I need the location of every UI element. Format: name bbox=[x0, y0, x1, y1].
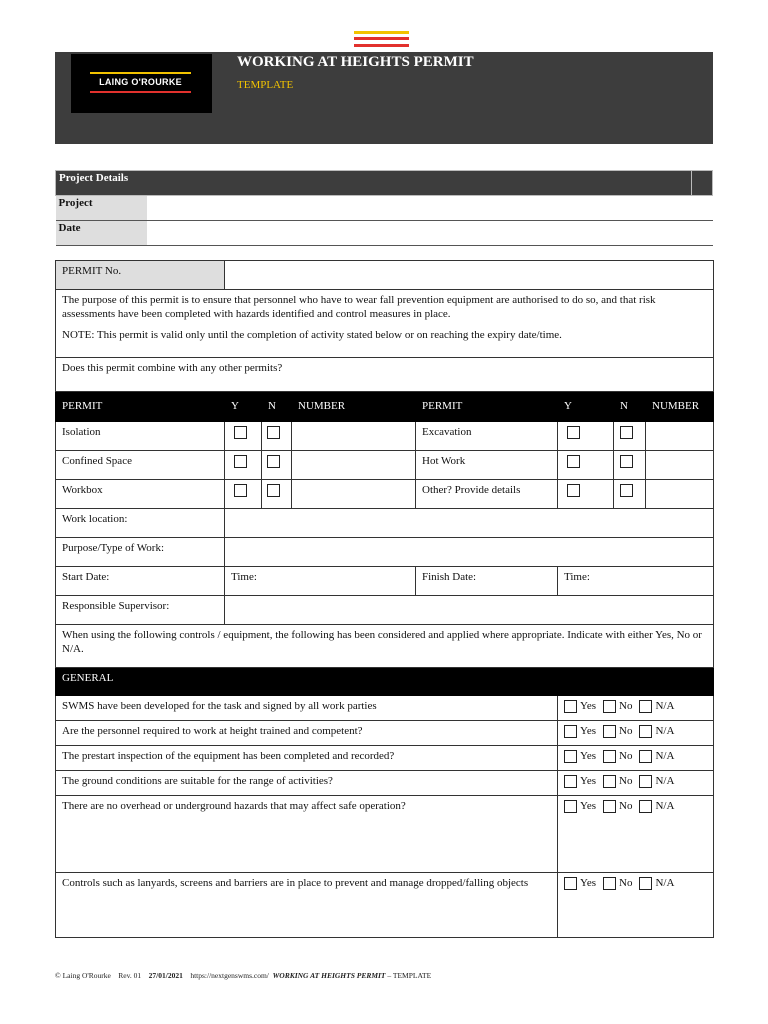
top-stripe-red-lower bbox=[354, 44, 409, 47]
option-na[interactable] bbox=[639, 774, 674, 788]
project-row bbox=[56, 196, 713, 221]
checkbox[interactable] bbox=[564, 750, 577, 763]
control-item-text: Are the personnel required to work at height trained and competent? bbox=[56, 721, 558, 746]
controls-intro-row bbox=[56, 625, 714, 668]
work-location-row bbox=[56, 509, 714, 538]
control-item-options bbox=[558, 796, 714, 873]
control-item-row bbox=[56, 696, 714, 721]
company-logo bbox=[71, 54, 212, 113]
option-yes[interactable] bbox=[564, 876, 596, 890]
project-details-heading: Project Details bbox=[56, 171, 692, 196]
dates-row bbox=[56, 567, 714, 596]
option-label: N/A bbox=[655, 700, 675, 712]
logo-text: LAING O'ROURKE bbox=[99, 77, 182, 87]
project-details-header bbox=[56, 171, 713, 196]
work-location-field[interactable] bbox=[225, 509, 714, 538]
header-band bbox=[55, 52, 713, 144]
option-label: Yes bbox=[580, 750, 597, 762]
option-no[interactable] bbox=[603, 876, 632, 890]
permit-n-checkbox-left[interactable] bbox=[262, 451, 292, 480]
permit-name-left: Workbox bbox=[56, 480, 225, 509]
checkbox[interactable] bbox=[639, 877, 652, 890]
permit-n-checkbox-left[interactable] bbox=[262, 422, 292, 451]
start-time-label: Time: bbox=[231, 571, 257, 583]
permit-y-checkbox-left[interactable] bbox=[225, 451, 262, 480]
permit-purpose-text: The purpose of this permit is to ensure that personnel who have to wear fall prevention equipment are authorised to do so, and that risk assessments have been completed with hazards identified and control measures in place. bbox=[62, 294, 656, 320]
finish-time-label: Time: bbox=[564, 571, 590, 583]
option-label: N/A bbox=[655, 725, 675, 737]
option-na[interactable] bbox=[639, 699, 674, 713]
checkbox[interactable] bbox=[567, 484, 580, 497]
control-item-row bbox=[56, 771, 714, 796]
checkbox[interactable] bbox=[564, 725, 577, 738]
project-details-header-blank bbox=[692, 171, 713, 196]
checkbox[interactable] bbox=[564, 877, 577, 890]
col-number-left: NUMBER bbox=[292, 392, 416, 422]
control-item-text: SWMS have been developed for the task and signed by all work parties bbox=[56, 696, 558, 721]
permit-y-checkbox-right[interactable] bbox=[558, 422, 614, 451]
permit-row bbox=[56, 451, 714, 480]
permit-n-checkbox-right[interactable] bbox=[614, 480, 646, 509]
footer-url[interactable]: https://nextgenswms.com/ bbox=[190, 971, 269, 980]
checkbox[interactable] bbox=[603, 725, 616, 738]
option-na[interactable] bbox=[639, 799, 674, 813]
permit-row bbox=[56, 480, 714, 509]
checkbox[interactable] bbox=[234, 426, 247, 439]
checkbox[interactable] bbox=[567, 455, 580, 468]
permit-y-checkbox-left[interactable] bbox=[225, 480, 262, 509]
option-label: Yes bbox=[580, 877, 597, 889]
checkbox[interactable] bbox=[620, 484, 633, 497]
date-label: Date bbox=[56, 221, 147, 246]
permit-name-left: Isolation bbox=[56, 422, 225, 451]
checkbox[interactable] bbox=[564, 700, 577, 713]
supervisor-field[interactable] bbox=[225, 596, 714, 625]
option-label: N/A bbox=[655, 775, 675, 787]
option-no[interactable] bbox=[603, 774, 632, 788]
permit-name-left: Confined Space bbox=[56, 451, 225, 480]
option-label: Yes bbox=[580, 775, 597, 787]
option-label: N/A bbox=[655, 877, 675, 889]
control-item-row bbox=[56, 796, 714, 873]
checkbox[interactable] bbox=[603, 800, 616, 813]
col-number-right: NUMBER bbox=[646, 392, 714, 422]
checkbox[interactable] bbox=[267, 426, 280, 439]
option-yes[interactable] bbox=[564, 724, 596, 738]
option-label: No bbox=[619, 725, 633, 737]
permit-n-checkbox-right[interactable] bbox=[614, 422, 646, 451]
logo-yellow-bar bbox=[90, 72, 191, 74]
project-details-table bbox=[55, 170, 713, 246]
footer-suffix: – TEMPLATE bbox=[387, 971, 432, 980]
option-label: No bbox=[619, 800, 633, 812]
control-item-options bbox=[558, 721, 714, 746]
control-item-row bbox=[56, 721, 714, 746]
logo-red-bar bbox=[90, 91, 191, 93]
date-field[interactable] bbox=[147, 221, 713, 246]
permit-number-field-left[interactable] bbox=[292, 451, 416, 480]
project-label: Project bbox=[56, 196, 147, 221]
col-y-left: Y bbox=[225, 392, 262, 422]
controls-intro: When using the following controls / equipment, the following has been considered and applied where appropriate. Indicate with either Yes, No or N/A. bbox=[56, 625, 714, 668]
work-purpose-field[interactable] bbox=[225, 538, 714, 567]
start-time-field[interactable] bbox=[225, 567, 416, 596]
document-subtitle: TEMPLATE bbox=[237, 79, 294, 91]
checkbox[interactable] bbox=[267, 455, 280, 468]
permit-number-field-left[interactable] bbox=[292, 480, 416, 509]
checkbox[interactable] bbox=[639, 750, 652, 763]
supervisor-label: Responsible Supervisor: bbox=[56, 596, 225, 625]
checkbox[interactable] bbox=[620, 426, 633, 439]
col-n-left: N bbox=[262, 392, 292, 422]
control-item-row bbox=[56, 746, 714, 771]
checkbox[interactable] bbox=[564, 800, 577, 813]
checkbox[interactable] bbox=[620, 455, 633, 468]
combine-question-row bbox=[56, 358, 714, 392]
col-permit-right: PERMIT bbox=[416, 392, 558, 422]
control-item-options bbox=[558, 746, 714, 771]
finish-date-label: Finish Date: bbox=[416, 567, 558, 596]
permit-name-right: Other? Provide details bbox=[416, 480, 558, 509]
permit-columns-header bbox=[56, 392, 714, 422]
control-item-options bbox=[558, 771, 714, 796]
footer-revision: Rev. 01 bbox=[118, 971, 142, 980]
permit-n-checkbox-right[interactable] bbox=[614, 451, 646, 480]
option-na[interactable] bbox=[639, 724, 674, 738]
control-item-text: There are no overhead or underground hazards that may affect safe operation? bbox=[56, 796, 558, 873]
permit-y-checkbox-left[interactable] bbox=[225, 422, 262, 451]
permit-purpose-cell bbox=[56, 290, 714, 358]
control-item-text: The ground conditions are suitable for the range of activities? bbox=[56, 771, 558, 796]
control-item-options bbox=[558, 696, 714, 721]
start-date-label: Start Date: bbox=[56, 567, 225, 596]
permit-number-field-left[interactable] bbox=[292, 422, 416, 451]
supervisor-row bbox=[56, 596, 714, 625]
control-item-text: The prestart inspection of the equipment has been completed and recorded? bbox=[56, 746, 558, 771]
permit-row bbox=[56, 422, 714, 451]
permit-y-checkbox-right[interactable] bbox=[558, 480, 614, 509]
option-na[interactable] bbox=[639, 749, 674, 763]
option-label: No bbox=[619, 750, 633, 762]
date-row bbox=[56, 221, 713, 246]
combine-question: Does this permit combine with any other permits? bbox=[56, 358, 714, 392]
permit-number-field-right[interactable] bbox=[646, 480, 714, 509]
top-stripe-red bbox=[354, 37, 409, 40]
checkbox[interactable] bbox=[234, 455, 247, 468]
work-location-label: Work location: bbox=[56, 509, 225, 538]
permit-y-checkbox-right[interactable] bbox=[558, 451, 614, 480]
option-yes[interactable] bbox=[564, 749, 596, 763]
option-label: Yes bbox=[580, 800, 597, 812]
option-label: Yes bbox=[580, 700, 597, 712]
document-title: WORKING AT HEIGHTS PERMIT bbox=[237, 54, 474, 70]
checkbox[interactable] bbox=[603, 775, 616, 788]
control-item-text: Controls such as lanyards, screens and barriers are in place to prevent and manage dropped/falling objects bbox=[56, 873, 558, 938]
finish-time-field[interactable] bbox=[558, 567, 714, 596]
option-label: No bbox=[619, 775, 633, 787]
option-label: N/A bbox=[655, 800, 675, 812]
col-n-right: N bbox=[614, 392, 646, 422]
checkbox[interactable] bbox=[267, 484, 280, 497]
option-no[interactable] bbox=[603, 724, 632, 738]
footer-date: 27/01/2021 bbox=[148, 971, 183, 980]
checkbox[interactable] bbox=[603, 750, 616, 763]
project-field[interactable] bbox=[147, 196, 713, 221]
checkbox[interactable] bbox=[567, 426, 580, 439]
permit-number-row bbox=[56, 261, 714, 290]
permit-purpose-row bbox=[56, 290, 714, 358]
checkbox[interactable] bbox=[639, 700, 652, 713]
col-permit-left: PERMIT bbox=[56, 392, 225, 422]
checkbox[interactable] bbox=[603, 700, 616, 713]
permit-name-right: Hot Work bbox=[416, 451, 558, 480]
option-yes[interactable] bbox=[564, 799, 596, 813]
work-purpose-label: Purpose/Type of Work: bbox=[56, 538, 225, 567]
footer-title: WORKING AT HEIGHTS PERMIT bbox=[272, 971, 386, 980]
control-item-row bbox=[56, 873, 714, 938]
work-purpose-row bbox=[56, 538, 714, 567]
permit-number-field[interactable] bbox=[225, 261, 714, 290]
checkbox[interactable] bbox=[639, 725, 652, 738]
control-item-options bbox=[558, 873, 714, 938]
page-footer bbox=[55, 971, 431, 980]
option-label: No bbox=[619, 877, 633, 889]
permit-n-checkbox-left[interactable] bbox=[262, 480, 292, 509]
col-y-right: Y bbox=[558, 392, 614, 422]
option-label: N/A bbox=[655, 750, 675, 762]
permit-number-label: PERMIT No. bbox=[56, 261, 225, 290]
option-label: No bbox=[619, 700, 633, 712]
checkbox[interactable] bbox=[234, 484, 247, 497]
option-na[interactable] bbox=[639, 876, 674, 890]
option-no[interactable] bbox=[603, 749, 632, 763]
checkbox[interactable] bbox=[639, 800, 652, 813]
option-yes[interactable] bbox=[564, 774, 596, 788]
permit-number-field-right[interactable] bbox=[646, 422, 714, 451]
permit-note-text: NOTE: This permit is valid only until the completion of activity stated below or on reaching the expiry date/time. bbox=[62, 329, 562, 341]
top-stripe-yellow bbox=[354, 31, 409, 34]
option-label: Yes bbox=[580, 725, 597, 737]
footer-copyright: © Laing O'Rourke bbox=[55, 971, 111, 980]
option-yes[interactable] bbox=[564, 699, 596, 713]
option-no[interactable] bbox=[603, 699, 632, 713]
option-no[interactable] bbox=[603, 799, 632, 813]
general-section-title: GENERAL bbox=[56, 668, 714, 696]
checkbox[interactable] bbox=[639, 775, 652, 788]
general-section-header bbox=[56, 668, 714, 696]
permit-table bbox=[55, 260, 714, 938]
checkbox[interactable] bbox=[564, 775, 577, 788]
permit-number-field-right[interactable] bbox=[646, 451, 714, 480]
permit-name-right: Excavation bbox=[416, 422, 558, 451]
checkbox[interactable] bbox=[603, 877, 616, 890]
